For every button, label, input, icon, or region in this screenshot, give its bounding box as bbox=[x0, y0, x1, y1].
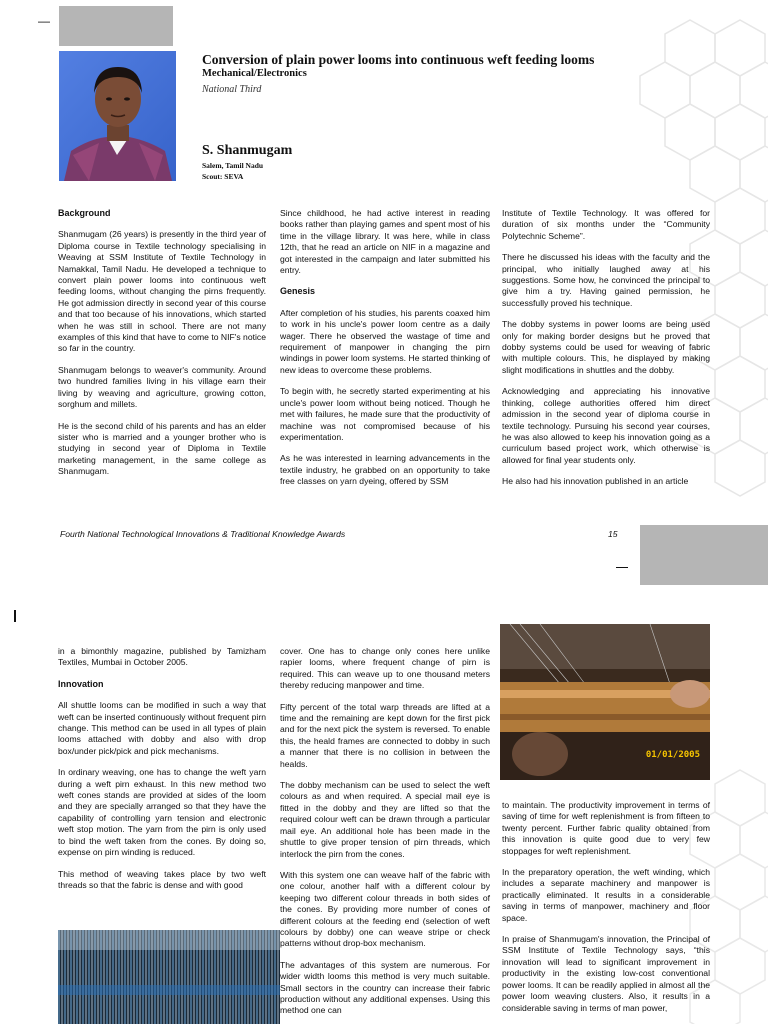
paragraph: to maintain. The productivity improvement in terms of saving of time for weft replenishment is from fifteen to twenty percent. Further fabric quality obtained from this innovation is quite good due to very few stoppages for weft replenishment. bbox=[502, 800, 710, 856]
paragraph: The advantages of this system are numerous. For wider width looms this method is very much suitable. Small sectors in the country can increase their fabric production without any additional expenses. Using this method one can bbox=[280, 959, 490, 1016]
bottom-column-1 bbox=[58, 646, 266, 901]
loom-photo bbox=[500, 624, 710, 780]
page-footer: Fourth National Technological Innovations & Traditional Knowledge Awards bbox=[60, 529, 346, 539]
bottom-column-3 bbox=[502, 800, 710, 1024]
paragraph: cover. One has to change only cones here unlike rapier looms, where frequent change of pirn is required. This can weave up to one thousand meters thereby reducing manpower and time. bbox=[280, 646, 490, 691]
inventor-location: Salem, Tamil Nadu bbox=[202, 161, 264, 170]
paragraph: He also had his innovation published in an article bbox=[502, 476, 689, 487]
paragraph: Fifty percent of the total warp threads are lifted at a time and the remaining are kept down for the first pick and for the next pick the system is reversed. To enable this, the heald frames are connected to dobby in such a manner that there is no collision in between the healds. bbox=[280, 701, 490, 769]
paragraph: Institute of Textile Technology. It was offered for duration of six months under the “Community Polytechnic Scheme”. bbox=[502, 208, 710, 241]
paragraph: in a bimonthly magazine, published by Tamizham Textiles, Mumbai in October 2005. bbox=[58, 646, 266, 668]
page-number: 15 bbox=[608, 529, 618, 539]
paragraph: In ordinary weaving, one has to change the weft yarn during a weft pirn exhaust. In this new method two weft cones stands are provided at sides of the loom and they are specially arranged so that they have the capability of controlling yarn tension and electronic weft stop motion. The yarn from the pirn is only used to bind the weft taken from the cones. By doing so, expense on pirn winding is reduced. bbox=[58, 767, 266, 858]
fabric-photo bbox=[58, 930, 280, 1024]
category-label: Mechanical/Electronics bbox=[202, 68, 307, 79]
paragraph: To begin with, he secretly started experimenting at his uncle's power loom without being noticed. Though he met with failures, he made sure that the productivity of machine was not compromised because of his experimentation. bbox=[280, 386, 490, 442]
footer-dash bbox=[616, 567, 628, 568]
heading-background: Background bbox=[58, 208, 111, 218]
top-column-2 bbox=[280, 208, 490, 498]
scout-label: Scout: SEVA bbox=[202, 172, 244, 181]
paragraph: He is the second child of his parents and has an elder sister who is married and a younger brother who is studying in second year of Diploma in Textile marketing management, in the same college as Shanmugam. bbox=[58, 420, 266, 477]
page-title: Conversion of plain power looms into continuous weft feeding looms bbox=[202, 52, 595, 67]
paragraph: There he discussed his ideas with the faculty and the principal, who initially laughed away at his suggestions. Some how, he convinced the principal to give him a try. Having gained permission, he successfully proved his technique. bbox=[502, 252, 710, 308]
paragraph: With this system one can weave half of the fabric with one colour, another half with a different colour by keeping two different colour threads in both sides of the cones. By providing more number of cones of different colours at the feeding end (selection of weft colours by dobby) one can weave stripe or check patterns without drop-box mechanism. bbox=[280, 869, 490, 949]
paragraph: Shanmugam (26 years) is presently in the third year of Diploma course in Textile technology specialising in Weaving at SSM Institute of Textile Technology in Namakkal, Tamil Nadu. He developed a technique to convert plain power looms into continuous weft feeding looms, without changing the pirns frequently. He got admission directly in second year of this course and that too because of his innovations, which started when he was still in school. There are not many examples of this kind that have to come to NIF's notice so far in the country. bbox=[58, 229, 266, 354]
paragraph: All shuttle looms can be modified in such a way that weft can be inserted continuously without frequent pirn change. This method can be used in all types of plain looms attached with dobby and also with drop box/under pick/pick and pick mechanisms. bbox=[58, 700, 266, 756]
paragraph: In praise of Shanmugam's innovation, the Principal of SSM Institute of Textile Technology says, “this innovation will lead to significant improvement in productivity in the existing low-cost conventional power looms. It can be readily applied in almost all the power loom weaving clusters. Also, it results in a considerable saving in terms of man power, bbox=[502, 934, 710, 1013]
photo-timestamp: 01/01/2005 bbox=[645, 750, 700, 760]
heading-genesis: Genesis bbox=[280, 286, 316, 297]
paragraph: Shanmugam belongs to weaver's community. Around two hundred families living in his village earn their living by weaving and agriculture, growing cotton, sorghum and millets. bbox=[58, 364, 266, 410]
footer-gray-block bbox=[640, 525, 768, 585]
paragraph: After completion of his studies, his parents coaxed him to work in his uncle's power loom centre as a daily wager. There he observed the wastage of time and requirement of manpower in changing the pirn windings in power loom systems. He started thinking of new ideas to overcome these problems. bbox=[280, 307, 490, 375]
top-left-dash: — bbox=[38, 14, 50, 28]
paragraph: This method of weaving takes place by two weft threads so that the fabric is dense and with good bbox=[58, 868, 266, 890]
inventor-name: S. Shanmugam bbox=[202, 143, 293, 158]
bottom-left-dash bbox=[14, 610, 16, 622]
paragraph: In the preparatory operation, the weft winding, which includes a separate machinery and manpower is practically eliminated. It results in a considerable saving in terms of manpower, machinery and floor space. bbox=[502, 867, 710, 923]
top-column-1 bbox=[58, 208, 266, 488]
top-column-3 bbox=[502, 208, 710, 498]
paragraph: Acknowledging and appreciating his innovative thinking, college authorities offered him direct admission in the second year of diploma course in textile technology. Pursuing his second year courses, he was also allowed to keep his innovation going as a curriculum based project work, which otherwise is allowed for final year students only. bbox=[502, 386, 710, 465]
inventor-portrait bbox=[59, 51, 176, 181]
header-gray-block bbox=[59, 6, 173, 46]
paragraph: The dobby systems in power looms are being used only for making border designs but he proved that dobby systems could be used for weaving of fabric with multiple colours. This, he displayed by making slight modifications in shuttles and the dobby. bbox=[502, 319, 710, 375]
heading-innovation: Innovation bbox=[58, 678, 104, 689]
bottom-column-2 bbox=[280, 646, 490, 1027]
paragraph: As he was interested in learning advancements in the textile industry, he grabbed on an opportunity to take free classes on yarn dyeing, offered by SSM bbox=[280, 453, 490, 487]
paragraph: The dobby mechanism can be used to select the weft colours as and when required. A special mail eye is fitted in the dobby and they are lifted so that the required colour weft can be drawn through a particular mail eye. An additional hole has been made in the shuttle to give proper tension of pirn threads, which interlock the pirn from the cones. bbox=[280, 780, 490, 859]
award-rank: National Third bbox=[202, 84, 262, 95]
paragraph: Since childhood, he had active interest in reading books rather than playing games and spent most of his time in the village library. It was here, while in class 12th, that he read an article on NIF in a magazine and got interested in the campaign and later submitted his entry. bbox=[280, 208, 490, 276]
